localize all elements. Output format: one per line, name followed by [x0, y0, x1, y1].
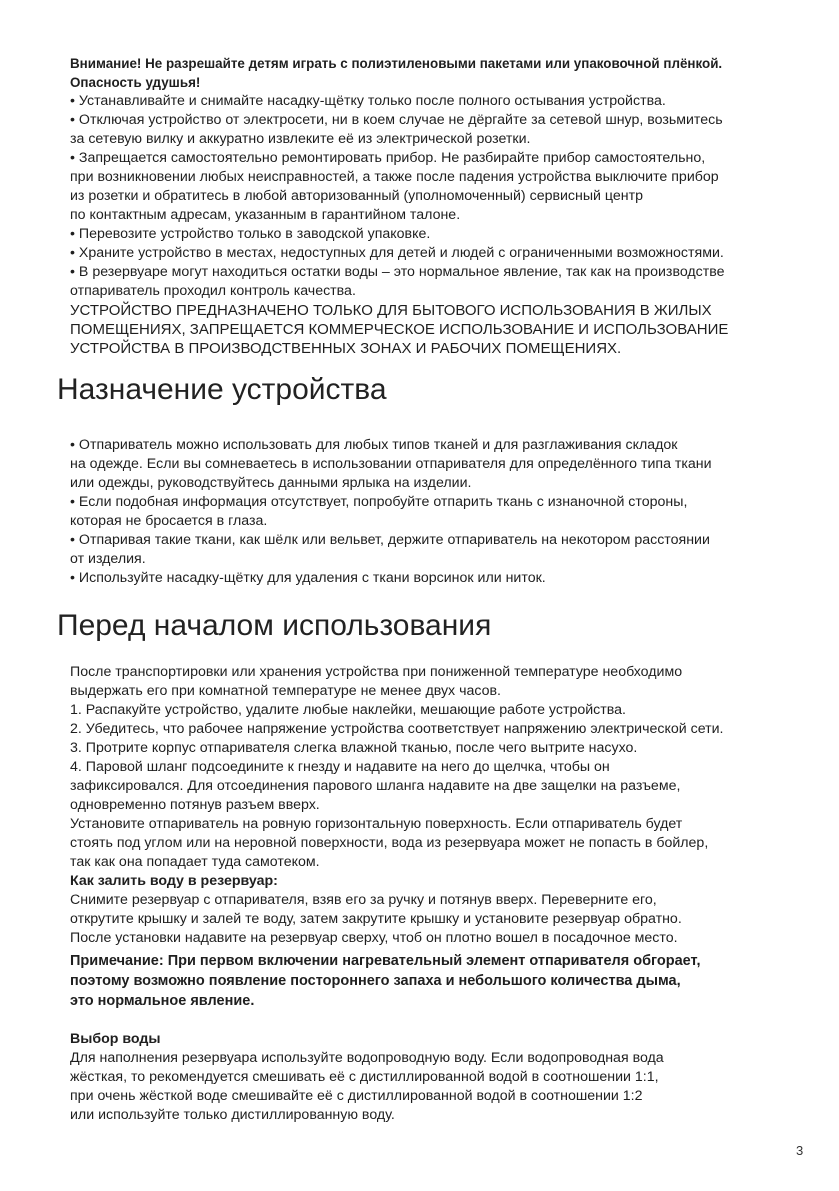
purpose-line: или одежды, руководствуйтесь данными ярлыка на изделии.: [70, 475, 472, 491]
purpose-line: • Если подобная информация отсутствует, попробуйте отпарить ткань с изнаночной стороны,: [70, 494, 688, 510]
before-use-line: выдержать его при комнатной температуре не менее двух часов.: [70, 683, 501, 699]
warning-caps-line: УСТРОЙСТВА В ПРОИЗВОДСТВЕННЫХ ЗОНАХ И РАБОЧИХ ПОМЕЩЕНИЯХ.: [70, 340, 622, 357]
warning-line: Внимание! Не разрешайте детям играть с полиэтиленовыми пакетами или упаковочной плёнкой.: [70, 56, 723, 71]
warning-line: • Храните устройство в местах, недоступных для детей и людей с ограниченными возможностями.: [70, 245, 724, 261]
before-use-line: так как она попадает туда самотеком.: [70, 854, 320, 870]
before-use-line: открутите крышку и залей те воду, затем закрутите крышку и установите резервуар обратно.: [70, 911, 682, 927]
warning-caps-line: ПОМЕЩЕНИЯХ, ЗАПРЕЩАЕТСЯ КОММЕРЧЕСКОЕ ИСПОЛЬЗОВАНИЕ И ИСПОЛЬЗОВАНИЕ: [70, 321, 729, 338]
purpose-line: • Используйте насадку-щётку для удаления с ткани ворсинок или ниток.: [70, 570, 546, 586]
step-3: 3. Протрите корпус отпаривателя слегка влажной тканью, после чего вытрите насухо.: [70, 740, 638, 756]
warning-line: из розетки и обратитесь в любой авторизованный (уполномоченный) сервисный центр: [70, 188, 644, 204]
warning-line: по контактным адресам, указанным в гарантийном талоне.: [70, 207, 461, 223]
step-1: 1. Распакуйте устройство, удалите любые наклейки, мешающие работе устройства.: [70, 702, 626, 718]
purpose-line: которая не бросается в глаза.: [70, 513, 268, 529]
before-use-line: зафиксировался. Для отсоединения парового шланга надавите на две защелки на разъеме,: [70, 778, 681, 794]
purpose-line: от изделия.: [70, 551, 146, 567]
warning-line: при возникновении любых неисправностей, а также после падения устройства выключите прибор: [70, 169, 719, 185]
warning-line: отпариватель проходил контроль качества.: [70, 283, 356, 299]
note-line: Примечание: При первом включении нагревательный элемент отпаривателя обгорает,: [70, 953, 701, 969]
purpose-line: • Отпаривая такие ткани, как шёлк или вельвет, держите отпариватель на некотором расстоянии: [70, 532, 710, 548]
warning-line: Опасность удушья!: [70, 75, 201, 90]
fill-water-subheading: Как залить воду в резервуар:: [70, 873, 278, 889]
step-2: 2. Убедитесь, что рабочее напряжение устройства соответствует напряжению электрической сети.: [70, 721, 724, 737]
water-choice-line: жёсткая, то рекомендуется смешивать её с дистиллированной водой в соотношении 1:1,: [70, 1069, 659, 1085]
section-title: Назначение устройства: [57, 373, 387, 406]
section-title: Перед началом использования: [57, 609, 492, 642]
before-use-line: После установки надавите на резервуар сверху, чтоб он плотно вошел в посадочное место.: [70, 930, 678, 946]
warning-line: • Устанавливайте и снимайте насадку-щётку только после полного остывания устройства.: [70, 93, 666, 109]
water-choice-line: при очень жёсткой воде смешивайте её с дистиллированной водой в соотношении 1:2: [70, 1088, 643, 1104]
page-number: 3: [796, 1143, 804, 1158]
warning-caps-line: УСТРОЙСТВО ПРЕДНАЗНАЧЕНО ТОЛЬКО ДЛЯ БЫТОВОГО ИСПОЛЬЗОВАНИЯ В ЖИЛЫХ: [70, 302, 712, 319]
water-choice-line: Для наполнения резервуара используйте водопроводную воду. Если водопроводная вода: [70, 1050, 664, 1066]
before-use-line: одновременно потянув разъем вверх.: [70, 797, 320, 813]
step-4: 4. Паровой шланг подсоедините к гнезду и надавите на него до щелчка, чтобы он: [70, 759, 610, 775]
before-use-line: Установите отпариватель на ровную горизонтальную поверхность. Если отпариватель будет: [70, 816, 683, 832]
note-line: это нормальное явление.: [70, 993, 255, 1009]
warning-line: за сетевую вилку и аккуратно извлеките её из электрической розетки.: [70, 131, 531, 147]
before-use-line: Снимите резервуар с отпаривателя, взяв его за ручку и потянув вверх. Переверните его,: [70, 892, 657, 908]
before-use-line: стоять под углом или на неровной поверхности, вода из резервуара может не попасть в бойлер,: [70, 835, 709, 851]
water-choice-line: или используйте только дистиллированную воду.: [70, 1107, 395, 1123]
before-use-line: После транспортировки или хранения устройства при пониженной температуре необходимо: [70, 664, 683, 680]
warning-line: • Перевозите устройство только в заводской упаковке.: [70, 226, 431, 242]
warning-line: • Отключая устройство от электросети, ни в коем случае не дёргайте за сетевой шнур, возьмитесь: [70, 112, 723, 128]
purpose-line: • Отпариватель можно использовать для любых типов тканей и для разглаживания складок: [70, 437, 678, 453]
water-choice-title: Выбор воды: [70, 1031, 161, 1047]
purpose-line: на одежде. Если вы сомневаетесь в использовании отпаривателя для определённого типа ткани: [70, 456, 712, 472]
note-line: поэтому возможно появление постороннего запаха и небольшого количества дыма,: [70, 973, 681, 989]
warning-line: • Запрещается самостоятельно ремонтировать прибор. Не разбирайте прибор самостоятельно,: [70, 150, 706, 166]
warning-line: • В резервуаре могут находиться остатки воды – это нормальное явление, так как на производстве: [70, 264, 725, 280]
